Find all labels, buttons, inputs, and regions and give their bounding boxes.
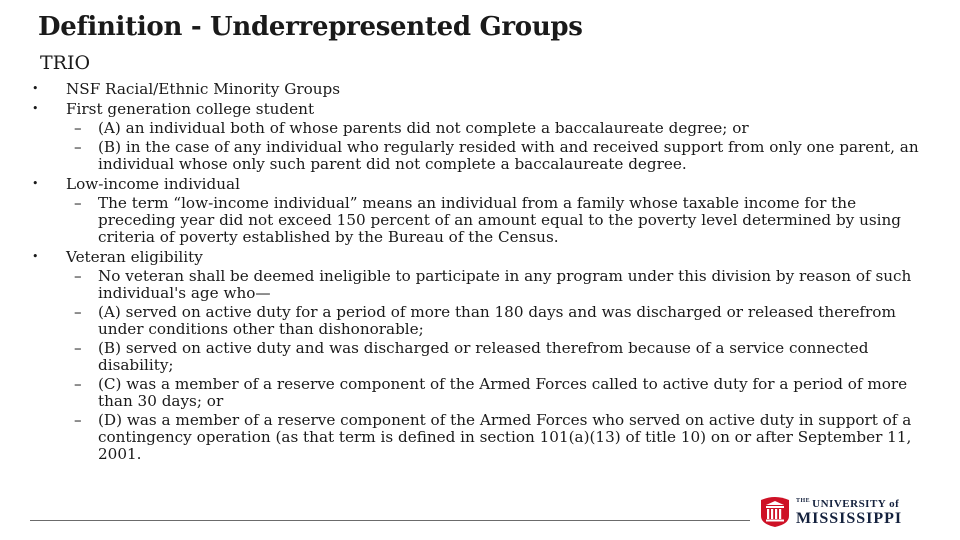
dash-marker: – [74,119,82,137]
logo-wordmark-bottom: MISSISSIPPI [796,510,903,527]
sub-bullet-text: (A) served on active duty for a period of more than 180 days and was discharged or released therefrom under conditions other than dishonorable; [98,303,896,338]
bullet-text: NSF Racial/Ethnic Minority Groups [66,80,341,98]
sub-bullet-list [66,268,932,463]
sub-bullet-item [66,304,932,338]
bullet-item [32,175,932,246]
sub-bullet-text: (C) was a member of a reserve component of the Armed Forces called to active duty for a period of more than 30 days; or [98,375,908,410]
dash-marker: – [74,138,82,156]
sub-bullet-item [66,340,932,374]
dash-marker: – [74,267,82,285]
sub-bullet-item [66,268,932,302]
bullet-item [32,100,932,173]
page-title: Definition - Underrepresented Groups [38,12,583,42]
dash-marker: – [74,303,82,321]
bullet-text: Low-income individual [66,175,240,193]
university-logo [760,496,932,530]
bullet-marker: • [32,102,39,115]
bullet-marker: • [32,250,39,263]
sub-bullet-item [66,139,932,173]
sub-bullet-list [66,195,932,246]
dash-marker: – [74,339,82,357]
bullet-list [32,80,932,463]
dash-marker: – [74,411,82,429]
bullet-item [32,248,932,463]
bullet-text: First generation college student [66,100,315,118]
bullet-marker: • [32,177,39,190]
bullet-item [32,80,932,98]
sub-bullet-text: (D) was a member of a reserve component of the Armed Forces who served on active duty in support of a contingency operation (as that term is defined in section 101(a)(13) of title 10) on or after September 11, 2001. [98,411,912,463]
page-subtitle: TRIO [40,52,91,74]
logo-university-text: UNIVERSITY of [812,498,900,510]
bullet-marker: • [32,82,39,95]
logo-wordmark-top [796,498,899,510]
footer-divider [30,520,750,521]
sub-bullet-text: (B) in the case of any individual who regularly resided with and received support from only one parent, an individual whose only such parent did not complete a baccalaureate degree. [98,138,919,173]
sub-bullet-item [66,412,932,463]
sub-bullet-item [66,120,932,137]
bullet-text: Veteran eligibility [66,248,203,266]
lyceum-columns-icon [760,496,790,528]
dash-marker: – [74,375,82,393]
sub-bullet-text: No veteran shall be deemed ineligible to participate in any program under this division by reason of such individual's age who— [98,267,912,302]
dash-marker: – [74,194,82,212]
sub-bullet-item [66,195,932,246]
bullet-content [32,80,932,465]
sub-bullet-text: (A) an individual both of whose parents did not complete a baccalaureate degree; or [98,119,749,137]
sub-bullet-text: The term “low-income individual” means an individual from a family whose taxable income for the preceding year did not exceed 150 percent of an amount equal to the poverty level determined by using criteria of poverty established by the Bureau of the Census. [98,194,902,246]
sub-bullet-item [66,376,932,410]
sub-bullet-list [66,120,932,173]
sub-bullet-text: (B) served on active duty and was discharged or released therefrom because of a service connected disability; [98,339,869,374]
logo-prefix: THE [796,498,811,504]
